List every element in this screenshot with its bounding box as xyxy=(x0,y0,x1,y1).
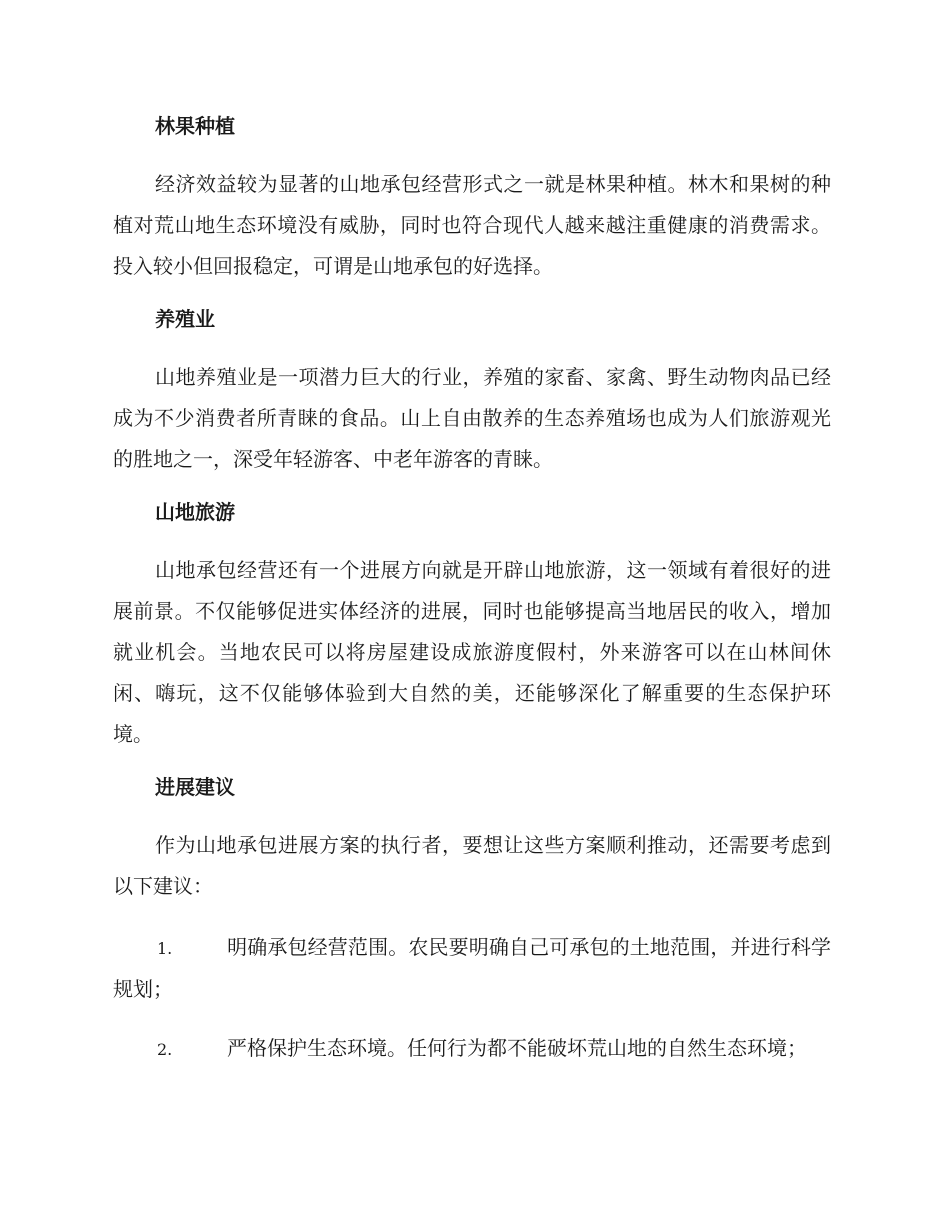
list-number: 1. xyxy=(157,939,173,958)
section-heading: 山地旅游 xyxy=(155,500,235,524)
section-mountain-tourism xyxy=(113,498,831,755)
document-page xyxy=(113,112,831,1070)
section-paragraph: 作为山地承包进展方案的执行者，要想让这些方案顺利推动，还需要考虑到以下建议： xyxy=(113,833,831,898)
list-number: 2. xyxy=(157,1040,173,1059)
suggestion-list xyxy=(113,927,831,1070)
section-heading: 进展建议 xyxy=(155,775,235,799)
section-paragraph: 山地承包经营还有一个进展方向就是开辟山地旅游，这一领域有着很好的进展前景。不仅能够促进实体经济的进展，同时也能够提高当地居民的收入，增加就业机会。当地农民可以将房屋建设成旅游度假村，外来游客可以在山林间休闲、嗨玩，这不仅能够体验到大自然的美，还能够深化了解重要的生态保护环境。 xyxy=(113,558,831,746)
list-item xyxy=(113,927,831,1010)
list-item xyxy=(113,1028,831,1070)
list-text: 严格保护生态环境。任何行为都不能破坏荒山地的自然生态环境； xyxy=(227,1036,807,1060)
section-paragraph: 经济效益较为显著的山地承包经营形式之一就是林果种植。林木和果树的种植对荒山地生态环境没有威胁，同时也符合现代人越来越注重健康的消费需求。投入较小但回报稳定，可谓是山地承包的好选择。 xyxy=(113,172,831,278)
section-forest-fruit xyxy=(113,112,831,287)
section-heading: 养殖业 xyxy=(155,307,215,331)
section-paragraph: 山地养殖业是一项潜力巨大的行业，养殖的家畜、家禽、野生动物肉品已经成为不少消费者所青睐的食品。山上自由散养的生态养殖场也成为人们旅游观光的胜地之一，深受年轻游客、中老年游客的青睐。 xyxy=(113,365,831,471)
section-suggestions xyxy=(113,773,831,907)
section-heading: 林果种植 xyxy=(155,114,235,138)
section-breeding xyxy=(113,305,831,480)
list-text: 明确承包经营范围。农民要明确自己可承包的土地范围，并进行科学规划； xyxy=(113,935,831,1001)
